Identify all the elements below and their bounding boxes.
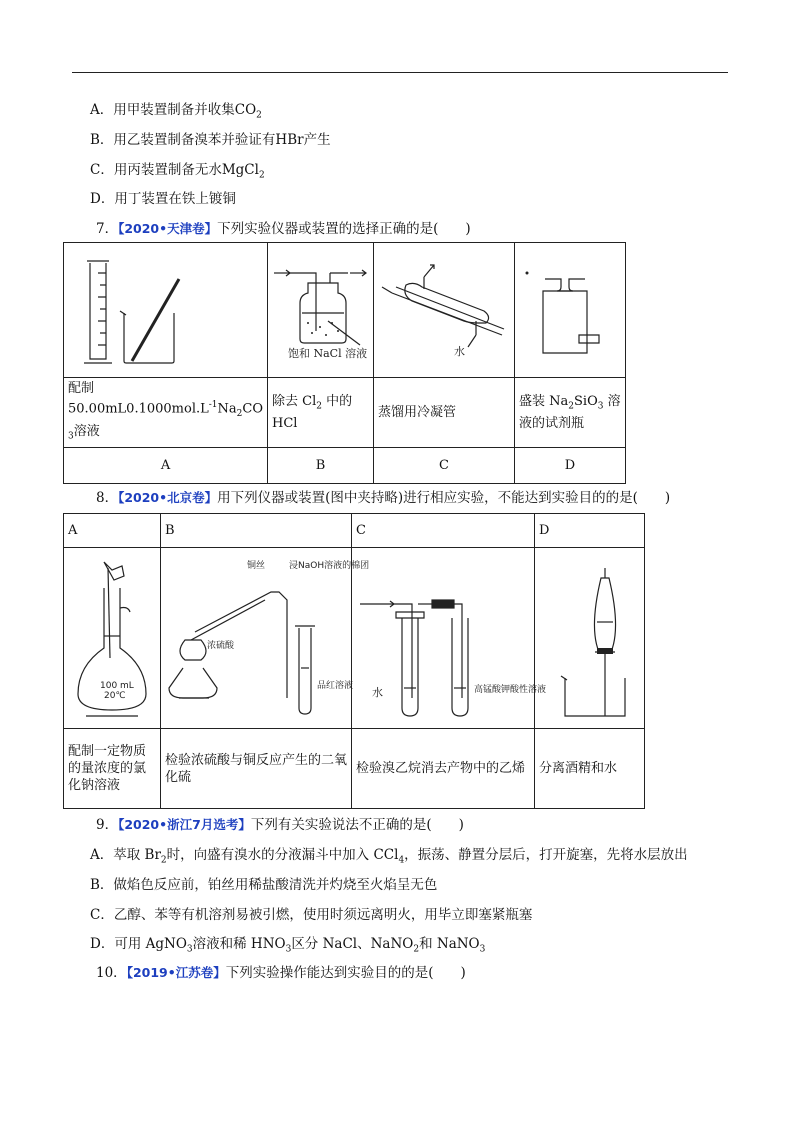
- q8-b-label3: 浓硫酸: [207, 641, 235, 651]
- q8-desc-c: 检验溴乙烷消去产物中的乙烯: [352, 729, 535, 809]
- q9-option-a: A．萃取 $Br_2$时，向盛有溴水的分液漏斗中加入 CCl$_4$，振荡、静置分层后，打开旋塞，先将水层放出: [90, 847, 688, 866]
- q8-letter-b: B: [161, 514, 352, 548]
- q7-letter-a: A: [64, 448, 268, 484]
- q7-table: [63, 242, 626, 484]
- q7-desc-a: 配制 $50.00mL0.1000mol.L^{-1}Na_2CO$ $_3$溶液: [64, 378, 268, 448]
- q10-stem: 10．【2019•江苏卷】下列实验操作能达到实验目的的是( ): [96, 965, 466, 981]
- q8-b-label4: 品红溶液: [317, 681, 354, 691]
- q9-stem: 9．【2020•浙江7月选考】下列有关实验说法不正确的是( ): [96, 817, 464, 833]
- q7-fig-d: [515, 243, 626, 378]
- q7-letter-c: C: [374, 448, 515, 484]
- q8-b-label1: 铜丝: [247, 561, 266, 571]
- q6-option-d: D．用丁装置在铁上镀铜: [90, 191, 236, 207]
- q7-desc-d: 盛装 $Na_2SiO_3$ 溶 液的试剂瓶: [515, 378, 626, 448]
- q7-letter-d: D: [515, 448, 626, 484]
- q7-c-label: 水: [454, 345, 466, 358]
- q9-option-c: C．乙醇、苯等有机溶剂易被引燃，使用时须远离明火，用毕立即塞紧瓶塞: [90, 907, 533, 923]
- q8-fig-a: [64, 548, 161, 729]
- q8-letter-c: C: [352, 514, 535, 548]
- q6-option-b: B．用乙装置制备溴苯并验证有HBr产生: [90, 132, 331, 148]
- q7-b-label: 饱和 NaCl 溶液: [288, 347, 368, 360]
- q8-fig-c: [352, 548, 547, 729]
- q9-option-d: D．可用 AgNO$_3$溶液和稀 $HNO_3$区分 NaCl、NaNO$_2$和 NaNO$_3$: [90, 936, 486, 955]
- q8-c-label2: 高锰酸钾酸性溶液: [474, 685, 547, 695]
- q6-option-c: C．用丙装置制备无水MgCl$_2$: [90, 162, 265, 181]
- q7-letter-b: B: [268, 448, 374, 484]
- q6-option-a: A．用甲装置制备并收集$CO_2$: [90, 102, 262, 121]
- q8-fig-d: [535, 548, 645, 729]
- q8-desc-a: 配制一定物质的量浓度的氯化钠溶液: [64, 729, 161, 809]
- q8-desc-b: 检验浓硫酸与铜反应产生的二氧化硫: [161, 729, 352, 809]
- q8-stem: 8．【2020•北京卷】用下列仪器或装置(图中夹持略)进行相应实验，不能达到实验目的的是( ): [96, 490, 671, 506]
- q8-table: [63, 513, 645, 809]
- q8-b-label2: 浸NaOH溶液的棉团: [289, 561, 370, 571]
- q7-desc-b: 除去 $Cl_2$ 中的 HCl: [268, 378, 374, 448]
- q8-letter-d: D: [535, 514, 645, 548]
- q7-stem: 7．【2020•天津卷】下列实验仪器或装置的选择正确的是( ): [96, 221, 471, 237]
- q9-option-b: B．做焰色反应前，铂丝用稀盐酸清洗并灼烧至火焰呈无色: [90, 877, 438, 893]
- q7-fig-b: [268, 243, 374, 378]
- header-rule: [72, 72, 728, 73]
- q8-desc-d: 分离酒精和水: [535, 729, 645, 809]
- q8-letter-a: A: [64, 514, 161, 548]
- q8-a-label2: 20℃: [104, 691, 126, 701]
- q8-a-label1: 100 mL: [100, 681, 134, 691]
- q7-fig-c: [374, 243, 515, 378]
- q7-desc-c: 蒸馏用冷凝管: [374, 378, 515, 448]
- q8-fig-b: [161, 548, 370, 729]
- q7-fig-a: [64, 243, 268, 378]
- q8-c-label1: 水: [372, 686, 383, 699]
